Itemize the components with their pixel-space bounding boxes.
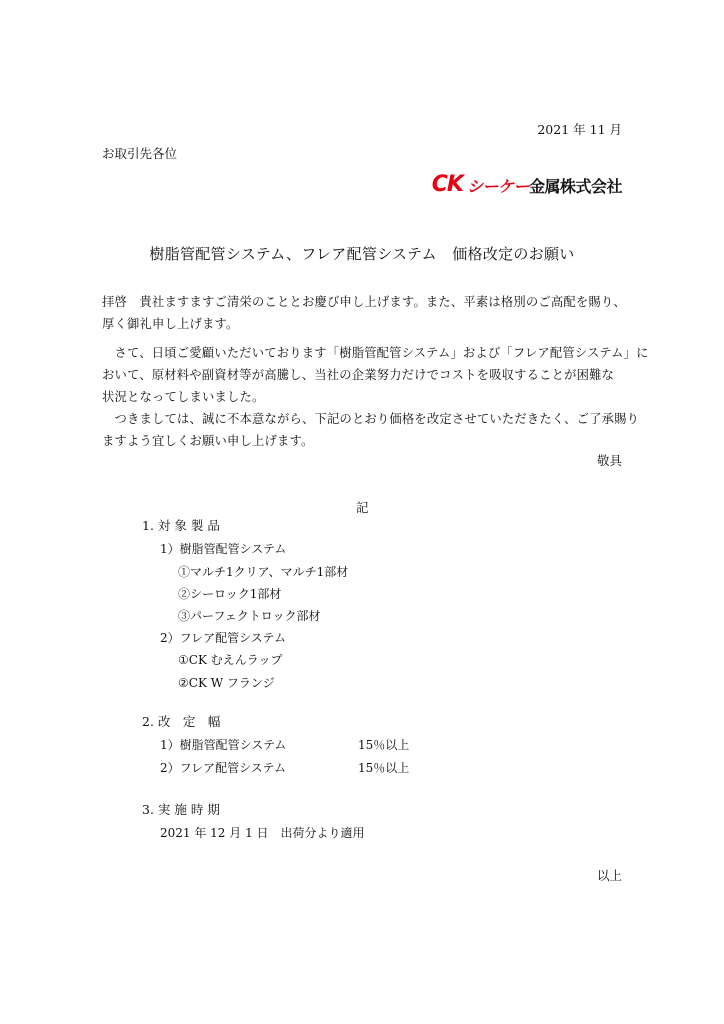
logo-mark: CK [431,172,463,197]
body-line: 状況となってしまいました。 [102,390,265,404]
product-item: ①マルチ1クリア、マルチ1部材 [178,565,349,579]
document-title: 樹脂管配管システム、フレア配管システム 価格改定のお願い [149,245,575,263]
product-group-label: 2）フレア配管システム [160,631,286,645]
revision-row-value: 15％以上 [358,738,410,752]
section-timing-heading: 3. 実 施 時 期 [142,802,220,817]
revision-row-value: 15％以上 [358,761,410,775]
addressee: お取引先各位 [102,146,178,161]
revision-row-label: 1）樹脂管配管システム [160,738,287,752]
logo-company-name [467,178,622,196]
logo-katakana: シーケー [466,177,529,196]
product-group-label: 1）樹脂管配管システム [160,542,287,556]
ending-ijou: 以上 [596,868,622,883]
company-logo [432,174,622,196]
body-line: さて、日頃ご愛顧いただいております「樹脂管配管システム」および「フレア配管システム」に [102,346,649,360]
product-item: ②シーロック1部材 [178,587,282,601]
ki-label: 記 [356,500,369,515]
product-item: ③パーフェクトロック部材 [178,609,321,623]
body-line: ますよう宜しくお願い申し上げます。 [102,434,314,448]
closing-keigu: 敬具 [596,453,622,468]
revision-row-label: 2）フレア配管システム [160,761,286,775]
section-revision-heading: 2. 改 定 幅 [142,714,221,729]
document-date: 2021 年 11 月 [537,122,622,137]
logo-kanji: 金属株式会社 [528,177,622,196]
timing-text: 2021 年 12 月 1 日 出荷分より適用 [160,826,365,840]
product-item: ②CK W フランジ [178,676,275,690]
body-line: 厚く御礼申し上げます。 [102,317,239,331]
section-products-heading: 1. 対 象 製 品 [142,518,220,533]
body-line: おいて、原材料や副資材等が高騰し、当社の企業努力だけでコストを吸収することが困難な [102,368,615,382]
product-item: ①CK むえんラップ [178,653,283,667]
body-line: 拝啓 貴社ますますご清栄のこととお慶び申し上げます。また、平素は格別のご高配を賜り、 [102,295,626,309]
body-line: つきましては、誠に不本意ながら、下記のとおり価格を改定させていただきたく、ご了承賜り [102,412,640,426]
